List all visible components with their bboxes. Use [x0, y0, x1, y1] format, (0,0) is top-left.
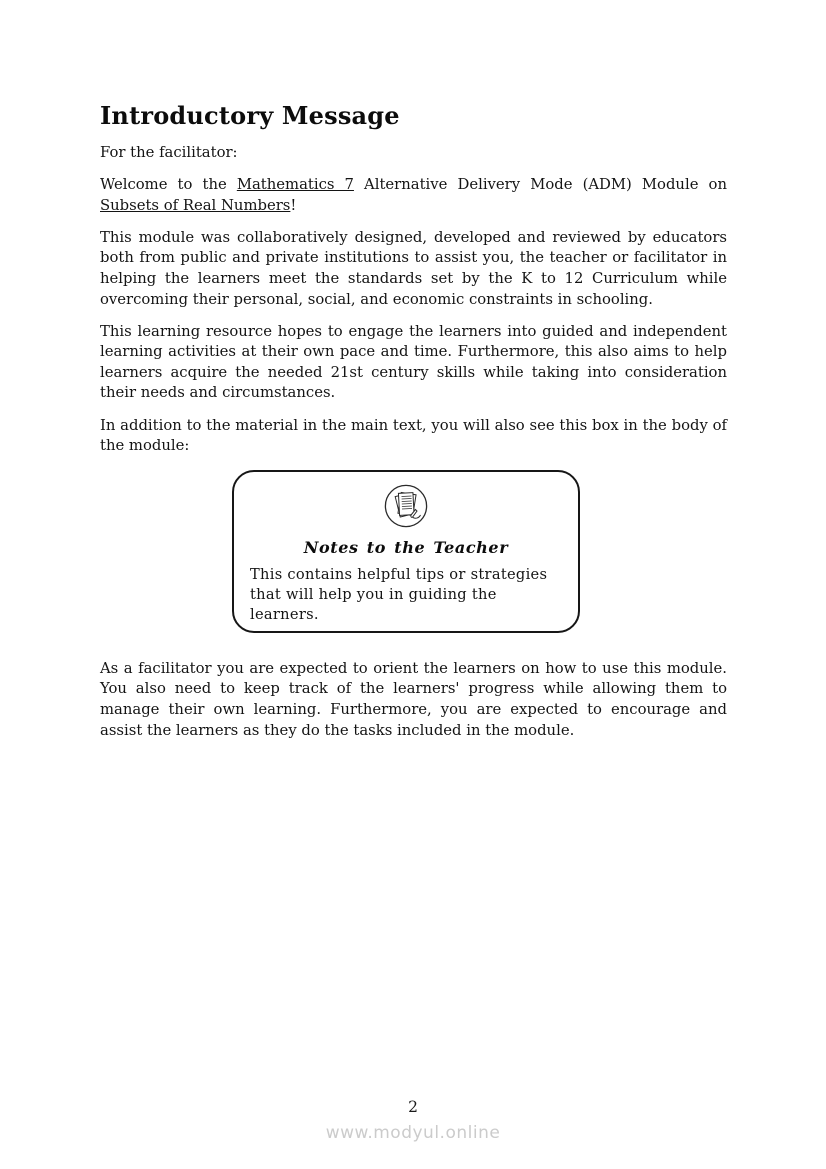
paragraph-learning-resource: This learning resource hopes to engage the learners into guided and independent learning activities at their own pace and time. Furthermore, this also aims to help learners acquire the needed 21st century skills while taking into consideration their needs and circumstances. [100, 322, 727, 402]
document-content [100, 101, 727, 753]
watermark: www.modyul.online [325, 1123, 501, 1143]
notes-box-body: This contains helpful tips or strategies that will help you in guiding the learners. [250, 565, 548, 623]
notes-to-teacher-box [232, 470, 580, 633]
notes-papers-icon [384, 484, 428, 528]
paragraph-facilitator-role: As a facilitator you are expected to orient the learners on how to use this module. You also need to keep track of the learners' progress while allowing them to manage their own learning. Furthermore, you are expected to encourage and assist the learners as they do the tasks included in the module. [100, 659, 727, 739]
paragraph-module-design: This module was collaboratively designed, developed and reviewed by educators both from public and private institutions to assist you, the teacher or facilitator in helping the learners meet the standards set by the K to 12 Curriculum while overcoming their personal, social, and economic constraints in schooling. [100, 228, 727, 308]
notes-box-title: Notes to the Teacher [303, 537, 509, 557]
paragraph-box-intro: In addition to the material in the main text, you will also see this box in the body of the module: [100, 416, 727, 455]
page-number: 2 [408, 1098, 418, 1116]
welcome-paragraph: Welcome to the Mathematics 7 Alternative Delivery Mode (ADM) Module on Subsets of Real Numbers! [100, 176, 727, 214]
page-title: Introductory Message [100, 101, 400, 130]
salutation-line: For the facilitator: [100, 144, 238, 161]
